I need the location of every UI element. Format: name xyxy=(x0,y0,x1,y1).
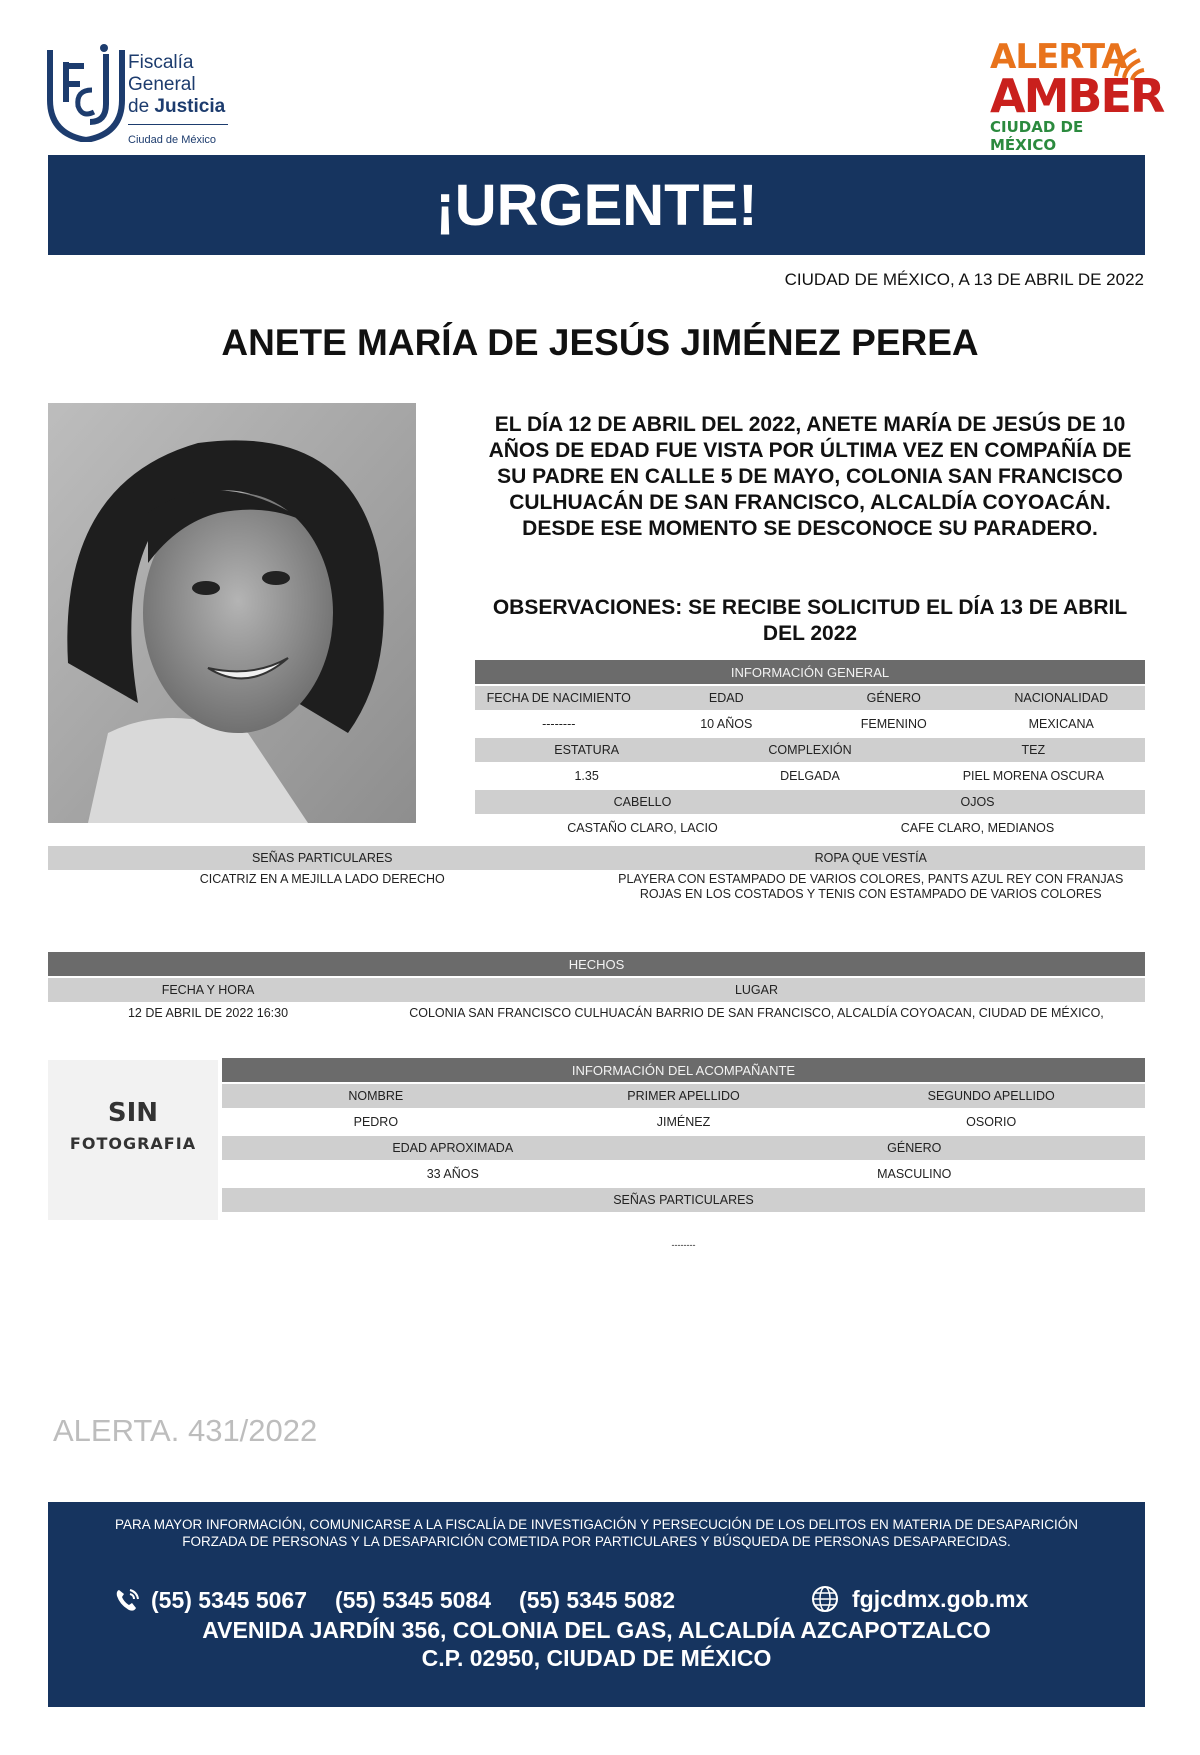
signal-rays-icon xyxy=(1110,42,1150,82)
fgj-line-2: General xyxy=(128,74,196,95)
value-hair: CASTAÑO CLARO, LACIO xyxy=(567,821,718,835)
header-companion-gender: GÉNERO xyxy=(887,1141,942,1155)
companion-header-row-2 xyxy=(222,1136,1145,1160)
no-photo-line-1: SIN xyxy=(107,1098,159,1128)
fgj-line-3 xyxy=(128,96,228,118)
phone-number[interactable]: (55) 5345 5084 xyxy=(335,1586,492,1613)
value-date-time: 12 DE ABRIL DE 2022 16:30 xyxy=(127,1006,289,1020)
general-info-value-row-1 xyxy=(475,712,1145,736)
header-nationality: NACIONALIDAD xyxy=(1014,691,1109,705)
address-line-1: AVENIDA JARDÍN 356, COLONIA DEL GAS, ALCALDÍA AZCAPOTZALCO xyxy=(202,1617,991,1643)
value-clothing xyxy=(597,872,1146,902)
header-eyes: OJOS xyxy=(960,795,995,809)
header-place: LUGAR xyxy=(734,983,779,997)
fgj-line-3-prefix: de xyxy=(128,96,155,117)
value-clothing-line-1: PLAYERA CON ESTAMPADO DE VARIOS COLORES, PANTS AZUL REY CON FRANJAS xyxy=(618,872,1124,886)
header-clothing: ROPA QUE VESTÍA xyxy=(814,851,927,865)
case-description: EL DÍA 12 DE ABRIL DEL 2022, ANETE MARÍA DE JESÚS DE 10 AÑOS DE EDAD FUE VISTA POR ÚLTIMA VEZ EN COMPAÑÍA DE SU PADRE EN CALLE 5 DE MAYO, COLONIA SAN FRANCISCO CULHUACÁN DE SAN FRANCISCO, ALCALDÍA COYOACÁN. DESDE ESE MOMENTO SE DESCONOCE SU PARADERO. xyxy=(488,413,1132,540)
header-approx-age: EDAD APROXIMADA xyxy=(392,1141,514,1155)
facts-header-row xyxy=(48,978,1145,1002)
value-build: DELGADA xyxy=(780,769,840,783)
fgj-logo-mark xyxy=(46,42,126,142)
header-hair: CABELLO xyxy=(613,795,672,809)
alerta-amber-logo xyxy=(990,37,1164,154)
value-complexion: PIEL MORENA OSCURA xyxy=(962,769,1104,783)
footer-info-line-2: FORZADA DE PERSONAS Y LA DESAPARICIÓN COMETIDA POR PARTICULARES Y BÚSQUEDA DE PERSONAS DESAPARECIDAS. xyxy=(182,1534,1011,1549)
missing-person-photo xyxy=(48,403,416,823)
no-photo-line-2: FOTOGRAFIA xyxy=(69,1134,197,1153)
header-birthdate: FECHA DE NACIMIENTO xyxy=(486,691,631,705)
value-companion-gender: MASCULINO xyxy=(877,1167,952,1181)
marks-header-row xyxy=(48,846,1145,870)
amber-line-2: AMBER xyxy=(990,69,1164,123)
fgj-logo-text xyxy=(128,52,228,151)
header-date-time: FECHA Y HORA xyxy=(161,983,255,997)
issue-date: CIUDAD DE MÉXICO, A 13 DE ABRIL DE 2022 xyxy=(784,270,1144,289)
header-height: ESTATURA xyxy=(554,743,620,757)
amber-line-3: CIUDAD DE MÉXICO xyxy=(990,118,1084,154)
value-birthdate: -------- xyxy=(542,717,576,731)
value-clothing-line-2: ROJAS EN LOS COSTADOS Y TENIS CON ESTAMPADO DE VARIOS COLORES xyxy=(639,887,1102,901)
value-approx-age: 33 AÑOS xyxy=(426,1167,479,1181)
header-distinguishing-marks: SEÑAS PARTICULARES xyxy=(251,851,393,865)
header-first-name: NOMBRE xyxy=(348,1089,404,1103)
general-info-title: INFORMACIÓN GENERAL xyxy=(475,660,1145,684)
companion-marks-header: SEÑAS PARTICULARES xyxy=(222,1188,1145,1212)
value-distinguishing-marks: CICATRIZ EN A MEJILLA LADO DERECHO xyxy=(199,872,445,886)
address-line-2: C.P. 02950, CIUDAD DE MÉXICO xyxy=(421,1645,772,1671)
footer-info xyxy=(88,1516,1105,1550)
phone-number[interactable]: (55) 5345 5082 xyxy=(519,1586,676,1613)
companion-value-row-2 xyxy=(222,1162,1145,1186)
website-link[interactable]: fgjcdmx.gob.mx xyxy=(852,1585,1029,1612)
no-photo-placeholder xyxy=(48,1060,218,1220)
alert-number: ALERTA. 431/2022 xyxy=(53,1413,318,1448)
companion-header-row-1 xyxy=(222,1084,1145,1108)
value-first-name: PEDRO xyxy=(353,1115,399,1129)
urgent-banner: ¡URGENTE! xyxy=(48,155,1145,255)
companion-marks-value: -------- xyxy=(671,1240,696,1250)
general-info-header-row-3 xyxy=(475,790,1145,814)
header-build: COMPLEXIÓN xyxy=(768,743,852,757)
value-first-surname: JIMÉNEZ xyxy=(656,1115,711,1129)
general-info-value-row-2 xyxy=(475,764,1145,788)
fgj-line-3-bold: Justicia xyxy=(154,96,226,117)
value-eyes: CAFE CLARO, MEDIANOS xyxy=(900,821,1055,835)
facts-value-row xyxy=(48,1002,1145,1024)
value-second-surname: OSORIO xyxy=(966,1115,1017,1129)
amber-line-1: ALERTA xyxy=(990,37,1127,77)
marks-value-row xyxy=(48,872,1145,906)
companion-title: INFORMACIÓN DEL ACOMPAÑANTE xyxy=(222,1058,1145,1082)
value-age: 10 AÑOS xyxy=(700,717,753,731)
footer-info-line-1: PARA MAYOR INFORMACIÓN, COMUNICARSE A LA FISCALÍA DE INVESTIGACIÓN Y PERSECUCIÓN DE LOS DELITOS EN MATERIA DE DESAPARICIÓN xyxy=(115,1517,1078,1532)
phone-icon xyxy=(113,1586,141,1614)
companion-value-row-1 xyxy=(222,1110,1145,1134)
general-info-header-row-2 xyxy=(475,738,1145,762)
value-place: COLONIA SAN FRANCISCO CULHUACÁN BARRIO DE SAN FRANCISCO, ALCALDÍA COYOACAN, CIUDAD DE MÉXICO, xyxy=(409,1006,1104,1020)
header-second-surname: SEGUNDO APELLIDO xyxy=(927,1089,1055,1103)
value-gender: FEMENINO xyxy=(860,717,927,731)
value-nationality: MEXICANA xyxy=(1028,717,1094,731)
phone-list xyxy=(113,1586,703,1614)
address xyxy=(48,1616,1145,1672)
header-gender: GÉNERO xyxy=(866,691,921,705)
website[interactable] xyxy=(810,1584,1028,1614)
header-age: EDAD xyxy=(708,691,744,705)
header-first-surname: PRIMER APELLIDO xyxy=(627,1089,740,1103)
contact-footer xyxy=(48,1502,1145,1707)
fgj-line-1: Fiscalía xyxy=(128,52,194,73)
facts-title: HECHOS xyxy=(48,952,1145,976)
fgj-city: Ciudad de México xyxy=(128,124,228,151)
general-info-header-row-1 xyxy=(475,686,1145,710)
missing-person-name: ANETE MARÍA DE JESÚS JIMÉNEZ PEREA xyxy=(221,322,979,363)
general-info-value-row-3 xyxy=(475,816,1145,840)
observations: OBSERVACIONES: SE RECIBE SOLICITUD EL DÍA 13 DE ABRIL DEL 2022 xyxy=(492,596,1128,645)
header-complexion: TEZ xyxy=(1021,743,1046,757)
globe-icon xyxy=(810,1584,840,1614)
phone-number[interactable]: (55) 5345 5067 xyxy=(151,1586,308,1613)
value-height: 1.35 xyxy=(574,769,599,783)
